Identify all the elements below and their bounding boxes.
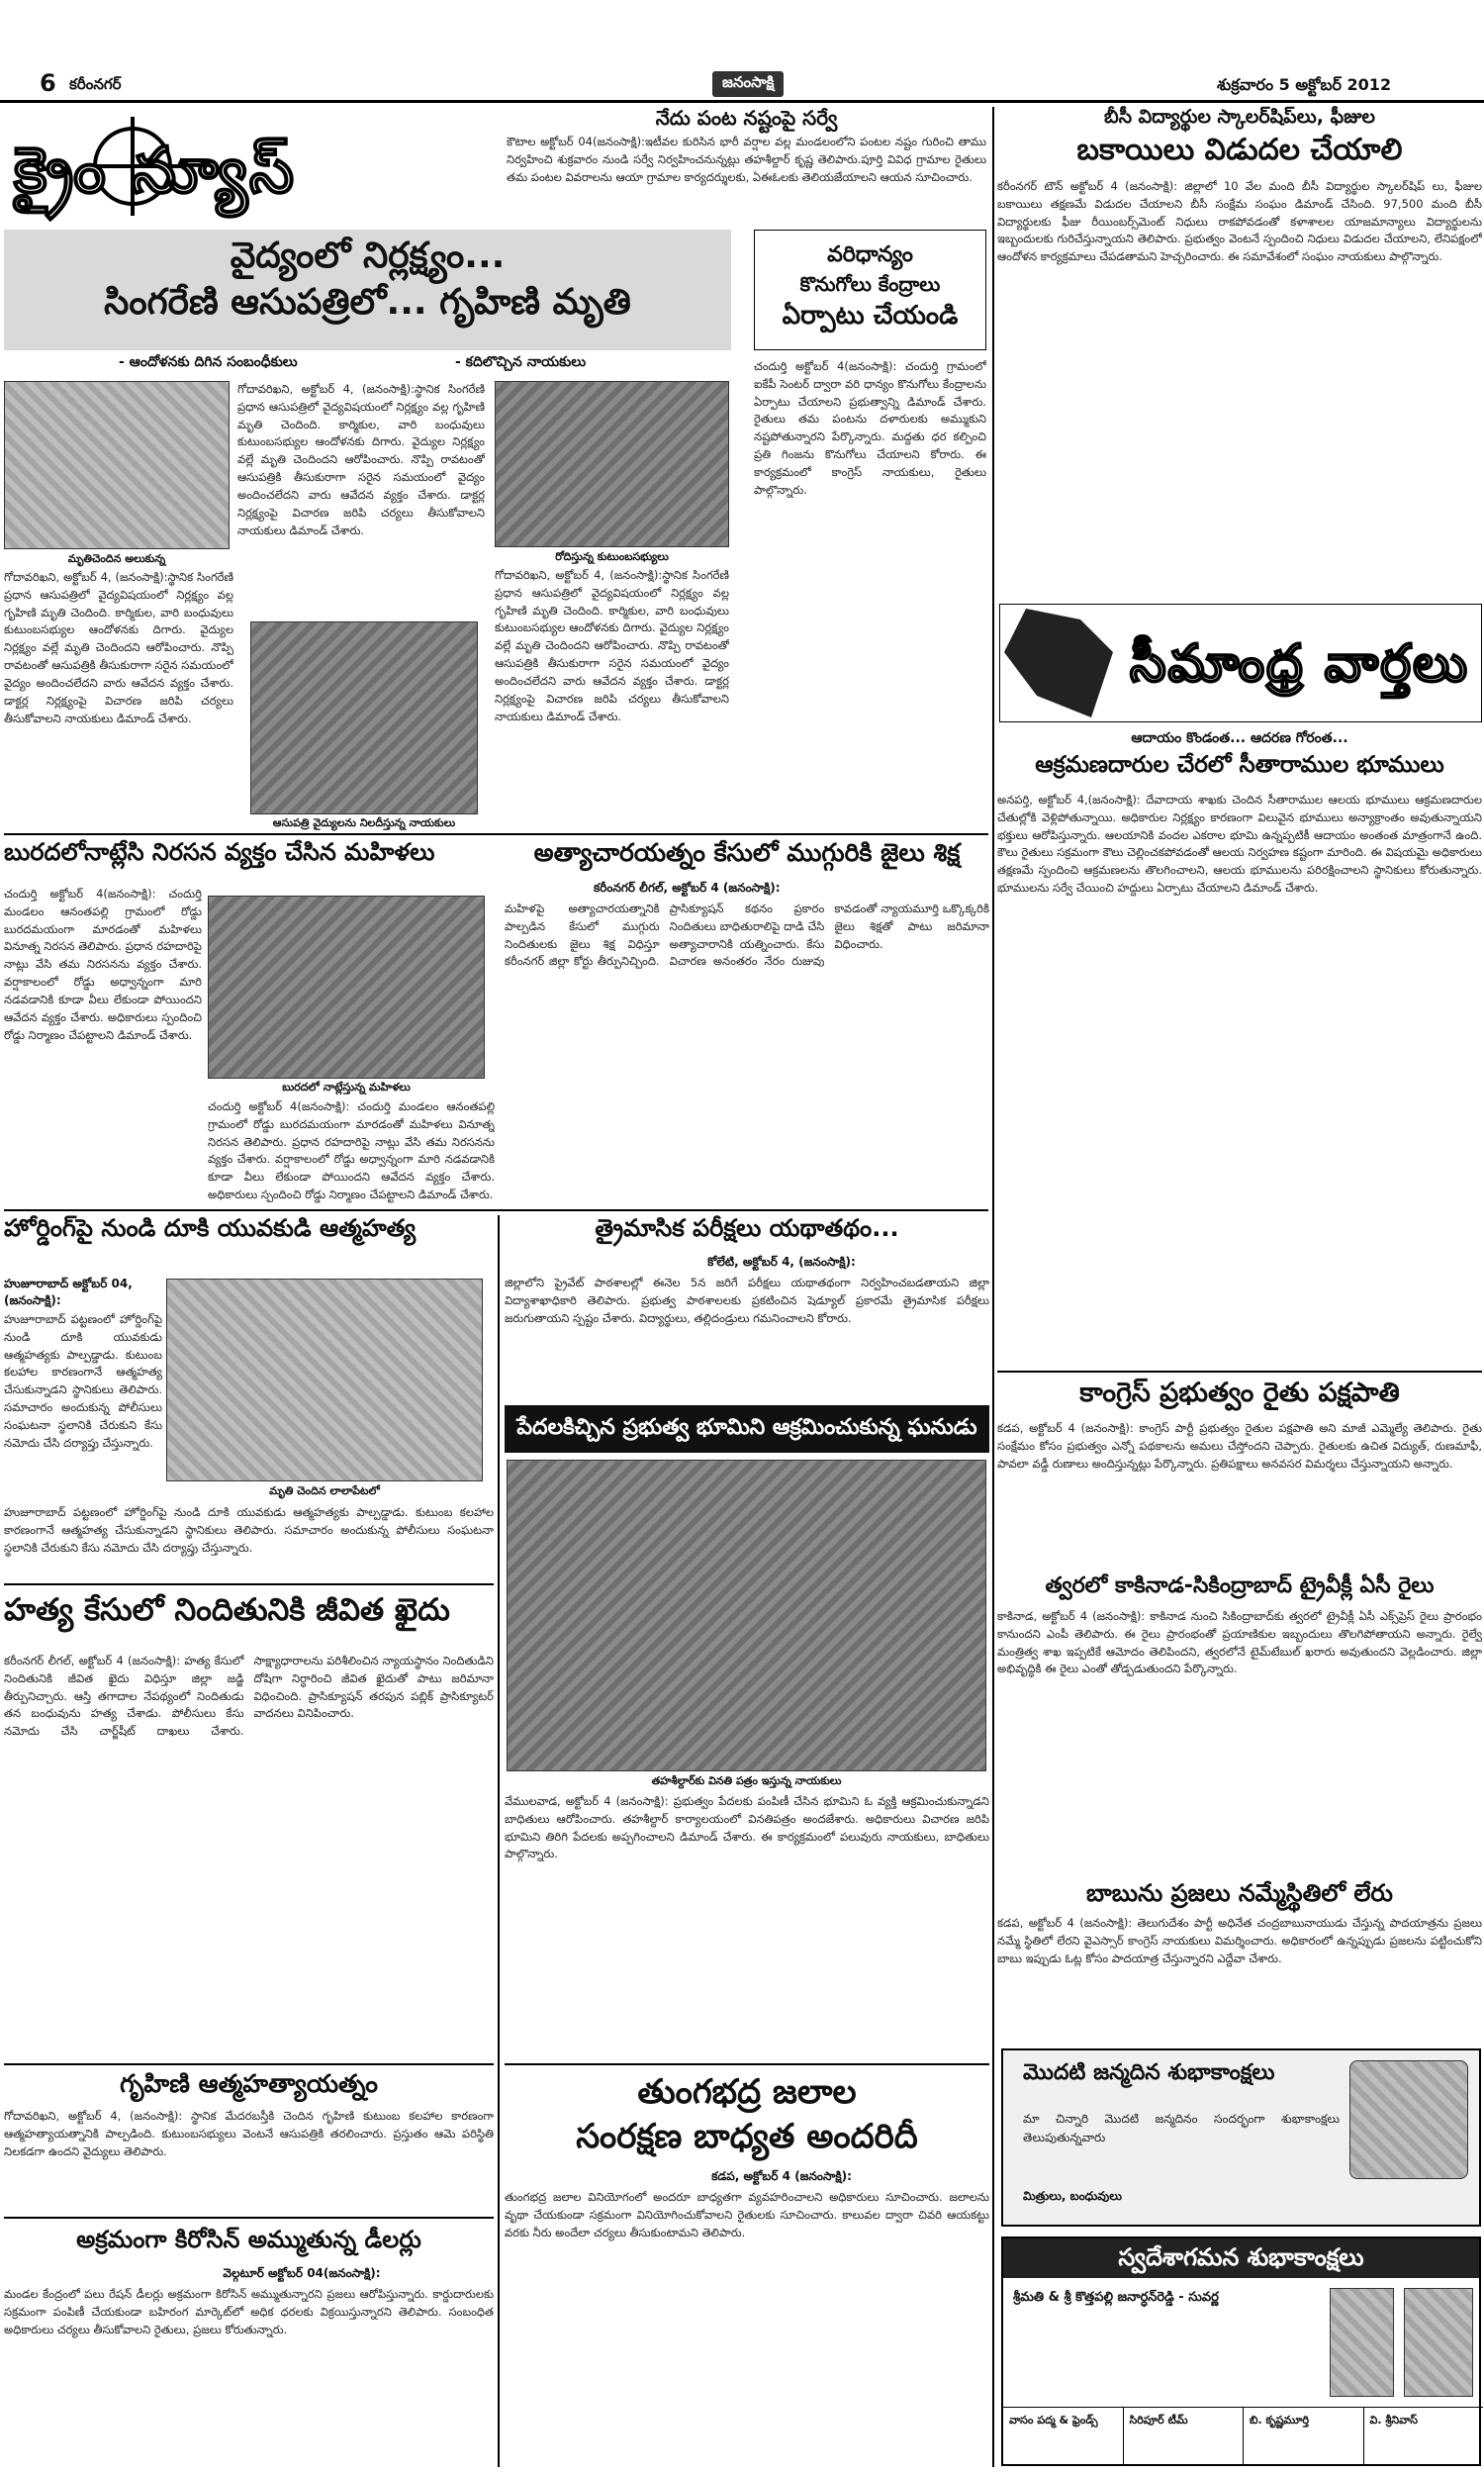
story-hospital-headline2: సింగరేణి ఆసుపత్రిలో... గృహిణి మృతి: [104, 282, 631, 324]
story-hospital-sub1: - ఆందోళనకు దిగిన సంబంధీకులు: [119, 354, 298, 370]
story-land-kicker: ఆదాయం కొండంత... ఆదరణ గోరంత...: [1131, 730, 1348, 746]
ad-birthday: [1001, 2048, 1481, 2227]
column-divider: [498, 1215, 500, 2467]
ad-welcome-wisher: సిరిపూర్ టీమ్: [1124, 2408, 1245, 2466]
ad-welcome-wisher: బి. కృష్ణమూర్తి: [1244, 2408, 1364, 2466]
photo-hoarding: [166, 1279, 483, 1481]
story-rape-headline: అత్యాచారయత్నం కేసులో ముగ్గురికి జైలు శిక్ష: [533, 838, 961, 867]
story-congress-body: కడప, అక్టోబర్ 4 (జనంసాక్షి): కాంగ్రెస్ పార్టీ ప్రభుత్వం రైతుల పక్షపాతి అని మాజీ ఎమ్మెల్యే తెలిపారు. రైతు సంక్షేమం కోసం ప్రభుత్వం ఎన్నో పథకాలను అమలు చేస్తోందని చెప్పారు. రైతులకు ఉచిత విద్యుత్, రుణమాఫీ, పావలా వడ్డీ రుణాలు అందిస్తున్నట్లు పేర్కొన్నారు. ప్రతిపక్షాలు అనవసర విమర్శలు చేస్తున్నాయని అన్నారు.: [997, 1421, 1482, 1471]
story-bc-headline2: బకాయిలు విడుదల చేయాలి: [1076, 133, 1403, 167]
divider: [997, 1371, 1482, 1373]
caption-leaders: ఆసుపత్రి వైద్యులను నిలదీస్తున్న నాయకులు: [250, 816, 478, 832]
ad-birthday-body: మా చిన్నారి మొదటి జన్మదినం సందర్భంగా శుభాకాంక్షలు తెలుపుతున్నవారు: [1023, 2112, 1340, 2144]
page-city: కరీంనగర్: [69, 75, 122, 93]
story-exams-headline: త్రైమాసిక పరీక్షలు యథాతథం...: [595, 1214, 899, 1242]
story-rape-dateline: కరీంనగర్ లీగల్, అక్టోబర్ 4 (జనంసాక్షి):: [594, 881, 781, 895]
ad-birthday-photo: [1349, 2060, 1468, 2179]
story-govtland-body: వేములవాడ, అక్టోబర్ 4 (జనంసాక్షి): ప్రభుత్వం పేదలకు పంపిణీ చేసిన భూమిని ఓ వ్యక్తి ఆక్రమించుకున్నాడని బాధితులు ఆరోపించారు. తహశీల్దార్ కార్యాలయంలో వినతిపత్రం అందజేశారు. అధికారులు విచారణ జరిపి భూమిని తిరిగి పేదలకు అప్పగించాలని డిమాండ్ చేశారు. ఈ కార్యక్రమంలో పలువురు నాయకులు, బాధితులు పాల్గొన్నారు.: [505, 1794, 989, 1861]
story-murder-headline: హత్య కేసులో నిందితునికి జీవిత ఖైదు: [4, 1592, 450, 1628]
story-train-headline: త్వరలో కాకినాడ-సికింద్రాబాద్ ట్రైవీక్లీ ఏసీ రైలు: [1045, 1573, 1435, 1598]
story-kerosene-headline: అక్రమంగా కిరోసిన్ అమ్ముతున్న డీలర్లు: [76, 2226, 421, 2253]
story-govtland-headline-band: [505, 1405, 989, 1453]
story-exams-dateline: కోలేటి, అక్టోబర్ 4, (జనంసాక్షి):: [707, 1255, 856, 1269]
story-hoarding-headline: హోర్డింగ్‌పై నుండి దూకి యువకుడి ఆత్మహత్య: [4, 1214, 417, 1242]
story-babu-body: కడప, అక్టోబర్ 4 (జనంసాక్షి): తెలుగుదేశం పార్టీ అధినేత చంద్రబాబునాయుడు చేస్తున్న పాదయాత్రను ప్రజలు నమ్మే స్థితిలో లేరని వైఎస్సార్ కాంగ్రెస్ నాయకులు విమర్శించారు. అధికారంలో ఉన్నప్పుడు ప్రజలను పట్టించుకోని బాబు ఇప్పుడు ఓట్ల కోసం పాదయాత్ర చేస్తున్నారని ఎద్దేవా చేశారు.: [997, 1916, 1482, 1965]
story-grain-headline2: కొనుగోలు కేంద్రాలు: [799, 272, 941, 297]
story-hospital-body: గోదావరిఖని, అక్టోబర్ 4, (జనంసాక్షి):స్థానిక సింగరేణి ప్రధాన ఆసుపత్రిలో వైద్యవిషయంలో నిర్లక్ష్యం వల్ల గృహిణి మృతి చెందింది. కార్మికుల, వారి బంధువులు కుటుంబసభ్యుల ఆందోళనకు దిగారు. వైద్యుల నిర్లక్ష్యం వల్లే మృతి చెందిందని ఆరోపించారు. నొప్పి రావటంతో ఆసుపత్రికి తీసుకురాగా సరైన సమయంలో వైద్యం అందించలేదని వారు ఆవేదన వ్యక్తం చేశారు. డాక్టర్ల నిర్లక్ష్యంపై విచారణ జరిపి చర్యలు తీసుకోవాలని నాయకులు డిమాండ్ చేశారు.: [4, 570, 233, 725]
story-congress-headline: కాంగ్రెస్ ప్రభుత్వం రైతు పక్షపాతి: [1079, 1378, 1400, 1408]
photo-govtland: [507, 1460, 986, 1771]
ad-birthday-footer: మిత్రులు, బంధువులు: [1023, 2189, 1122, 2203]
ad-welcome-title: స్వదేశాగమన శుభాకాంక్షలు: [1003, 2238, 1479, 2278]
story-survey-headline: నేదు పంట నష్టంపై సర్వే: [655, 106, 838, 130]
divider: [4, 1209, 988, 1211]
story-tungabhadra-dateline: కడప, అక్టోబర్ 4 (జనంసాక్షి):: [711, 2169, 852, 2183]
column-divider: [992, 107, 994, 2467]
story-hoarding-body-cont: హుజూరాబాద్ పట్టణంలో హోర్డింగ్‌పై నుండి దూకి యువకుడు ఆత్మహత్యకు పాల్పడ్డాడు. కుటుంబ కలహాల కారణంగానే ఆత్మహత్య చేసుకున్నాడని స్థానికులు తెలిపారు. సమాచారం అందుకున్న పోలీసులు సంఘటనా స్థలానికి చేరుకుని కేసు నమోదు చేసి దర్యాప్తు చేస్తున్నారు.: [4, 1505, 494, 1555]
story-hospital-headline-band: [4, 230, 731, 350]
ad-welcome-wishers: [1003, 2407, 1483, 2466]
photo-deceased: [4, 381, 230, 549]
story-housewife-headline: గృహిణి ఆత్మహత్యాయత్నం: [120, 2069, 378, 2098]
story-grain-headline-box: [754, 230, 986, 350]
story-hoarding-body: హుజూరాబాద్ పట్టణంలో హోర్డింగ్‌పై నుండి దూకి యువకుడు ఆత్మహత్యకు పాల్పడ్డాడు. కుటుంబ కలహాల కారణంగానే ఆత్మహత్య చేసుకున్నాడని స్థానికులు తెలిపారు. సమాచారం అందుకున్న పోలీసులు సంఘటనా స్థలానికి చేరుకుని కేసు నమోదు చేసి దర్యాప్తు చేస్తున్నారు.: [4, 1312, 162, 1450]
divider: [4, 2063, 494, 2065]
ad-welcome-photo-2: [1404, 2288, 1473, 2397]
story-hospital-sub2: - కదిలొచ్చిన నాయకులు: [455, 354, 587, 370]
newspaper-name: జనంసాక్షి: [712, 71, 784, 97]
story-bc-headline1: బీసీ విద్యార్థుల స్కాలర్‌షిప్‌లు, ఫీజుల: [1104, 106, 1375, 128]
story-women-body: చందుర్తి అక్టోబర్ 4(జనంసాక్షి): చందుర్తి మండలం ఆనంతపల్లి గ్రామంలో రోడ్డు బురదమయంగా మారడంతో మహిళలు వినూత్న నిరసన తెలిపారు. ప్రధాన రహదారిపై నాట్లు వేసి తమ నిరసనను వ్యక్తం చేశారు. వర్షాకాలంలో రోడ్డు అధ్వాన్నంగా మారి నడవడానికి కూడా వీలు లేకుండా పోయిందని ఆవేదన వ్యక్తం చేశారు. అధికారులు స్పందించి రోడ్డు నిర్మాణం చేపట్టాలని డిమాండ్ చేశారు.: [4, 887, 202, 1042]
photo-family: [495, 381, 729, 547]
story-survey-body: కౌటాల అక్టోబర్ 04(జనంసాక్షి):ఇటీవల కురిసిన భారీ వర్షాల వల్ల మండలంలోని పంటల నష్టం గురించి తాము నిర్వహించి శుక్రవారం నుండి సర్వే నిర్వహించనున్నట్లు తహశీల్దార్ కృష్ణ తెలిపారు.పూర్తి వివిధ గ్రామాల రైతులు తమ పంటల వివరాలను ఆయా గ్రామాల కార్యదర్శులకు, ఏఈఓలకు తెలియజేయాలని ఆయన సూచించారు.: [507, 135, 986, 184]
story-govtland-headline: పేదలకిచ్చిన ప్రభుత్వ భూమిని ఆక్రమించుకున్న ఘనుడు: [516, 1415, 977, 1440]
story-kerosene-body: మండల కేంద్రంలో పలు రేషన్ డీలర్లు అక్రమంగా కిరోసిన్ అమ్ముతున్నారని ప్రజలు ఆరోపిస్తున్నారు. కార్డుదారులకు సక్రమంగా పంపిణీ చేయకుండా బహిరంగ మార్కెట్‌లో అధిక ధరలకు విక్రయిస్తున్నారని తెలిపారు. సంబంధిత అధికారులు చర్యలు తీసుకోవాలని రైతులు, ప్రజలు కోరుతున్నారు.: [4, 2287, 494, 2336]
crime-news-logo: [4, 107, 499, 231]
story-tungabhadra-headline1: తుంగభద్ర జలాల: [637, 2072, 857, 2112]
story-hospital-headline1: వైద్యంలో నిర్లక్ష్యం...: [230, 236, 506, 276]
story-train-body: కాకినాడ, అక్టోబర్ 4 (జనంసాక్షి): కాకినాడ నుంచి సికింద్రాబాద్‌కు త్వరలో ట్రైవీక్లీ ఏసీ ఎక్స్‌ప్రెస్ రైలు ప్రారంభం కానుందని ఎంపీ తెలిపారు. ఈ రైలు ప్రారంభంతో ప్రయాణికుల ఇబ్బందులు తొలగిపోతాయని అన్నారు. రైల్వే మంత్రిత్వ శాఖ ఇప్పటికే ఆమోదం తెలిపిందని, త్వరలోనే టైమ్‌టేబుల్ ఖరారు అవుతుందని వెల్లడించారు. జిల్లా అభివృద్ధికి ఈ రైలు ఎంతో తోడ్పడుతుందని పేర్కొన్నారు.: [997, 1609, 1482, 1676]
story-hospital-body-col2: గోదావరిఖని, అక్టోబర్ 4, (జనంసాక్షి):స్థానిక సింగరేణి ప్రధాన ఆసుపత్రిలో వైద్యవిషయంలో నిర్లక్ష్యం వల్ల గృహిణి మృతి చెందింది. కార్మికుల, వారి బంధువులు కుటుంబసభ్యుల ఆందోళనకు దిగారు. వైద్యుల నిర్లక్ష్యం వల్లే మృతి చెందిందని ఆరోపించారు. నొప్పి రావటంతో ఆసుపత్రికి తీసుకురాగా సరైన సమయంలో వైద్యం అందించలేదని వారు ఆవేదన వ్యక్తం చేశారు. డాక్టర్ల నిర్లక్ష్యంపై విచారణ జరిపి చర్యలు తీసుకోవాలని నాయకులు డిమాండ్ చేశారు.: [237, 382, 485, 537]
story-grain-headline1: వరిధాన్యం: [827, 242, 913, 267]
story-women-body-cont: చందుర్తి అక్టోబర్ 4(జనంసాక్షి): చందుర్తి మండలం ఆనంతపల్లి గ్రామంలో రోడ్డు బురదమయంగా మారడంతో మహిళలు వినూత్న నిరసన తెలిపారు. ప్రధాన రహదారిపై నాట్లు వేసి తమ నిరసనను వ్యక్తం చేశారు. వర్షాకాలంలో రోడ్డు అధ్వాన్నంగా మారి నడవడానికి కూడా వీలు లేకుండా పోయిందని ఆవేదన వ్యక్తం చేశారు. అధికారులు స్పందించి రోడ్డు నిర్మాణం చేపట్టాలని డిమాండ్ చేశారు.: [208, 1099, 495, 1202]
divider: [505, 2063, 989, 2065]
story-hospital-body-col3: గోదావరిఖని, అక్టోబర్ 4, (జనంసాక్షి):స్థానిక సింగరేణి ప్రధాన ఆసుపత్రిలో వైద్యవిషయంలో నిర్లక్ష్యం వల్ల గృహిణి మృతి చెందింది. కార్మికుల, వారి బంధువులు కుటుంబసభ్యుల ఆందోళనకు దిగారు. వైద్యుల నిర్లక్ష్యం వల్లే మృతి చెందిందని ఆరోపించారు. నొప్పి రావటంతో ఆసుపత్రికి తీసుకురాగా సరైన సమయంలో వైద్యం అందించలేదని వారు ఆవేదన వ్యక్తం చేశారు. డాక్టర్ల నిర్లక్ష్యంపై విచారణ జరిపి చర్యలు తీసుకోవాలని నాయకులు డిమాండ్ చేశారు.: [495, 568, 729, 723]
story-exams-body: జిల్లాలోని ప్రైవేట్ పాఠశాలల్లో ఈనెల 5న జరిగే పరీక్షలు యథాతథంగా నిర్వహించబడతాయని జిల్లా విద్యాశాఖాధికారి తెలిపారు. ప్రభుత్వ పాఠశాలలకు ప్రకటించిన షెడ్యూల్ ప్రకారమే త్రైమాసిక పరీక్షలు జరుగుతాయని స్పష్టం చేశారు. విద్యార్థులు, తల్లిదండ్రులు గమనించాలని కోరారు.: [505, 1276, 989, 1325]
story-tungabhadra-body: తుంగభద్ర జలాల వినియోగంలో అందరూ బాధ్యతగా వ్యవహరించాలని అధికారులు సూచించారు. జలాలను వృథా చేయకుండా సక్రమంగా వినియోగించుకోవాలని రైతులకు సూచించారు. కాలువల ద్వారా చివరి ఆయకట్టు వరకు నీరు అందేలా చర్యలు తీసుకుంటామని తెలిపారు.: [505, 2190, 989, 2239]
story-rape-body: మహిళపై అత్యాచారయత్నానికి పాల్పడిన కేసులో ముగ్గురు నిందితులకు జైలు శిక్ష విధిస్తూ కరీంనగర్ జిల్లా కోర్టు తీర్పునిచ్చింది. ప్రాసిక్యూషన్ కథనం ప్రకారం నిందితులు బాధితురాలిపై దాడి చేసి అత్యాచారానికి యత్నించారు. కేసు విచారణ అనంతరం నేరం రుజువు కావడంతో న్యాయమూర్తి ఒక్కొక్కరికి జైలు శిక్షతో పాటు జరిమానా విధించారు.: [505, 902, 989, 969]
story-grain-body: చందుర్తి అక్టోబర్ 4(జనంసాక్షి): చందుర్తి గ్రామంలో ఐకేపీ సెంటర్ ద్వారా వరి ధాన్యం కొనుగోలు కేంద్రాలను ఏర్పాటు చేయాలని ప్రభుత్వాన్ని డిమాండ్ చేశారు. రైతులు తమ పంటను దళారులకు అమ్ముకుని నష్టపోతున్నారని పేర్కొన్నారు. మద్దతు ధర కల్పించి ప్రతి గింజను కొనుగోలు చేయాలని కోరారు. ఈ కార్యక్రమంలో కాంగ్రెస్ నాయకులు, రైతులు పాల్గొన్నారు.: [754, 359, 986, 497]
ad-welcome-wisher: వి. శ్రీనివాస్: [1369, 2414, 1419, 2426]
story-bc-body: కరీంనగర్ టౌన్ అక్టోబర్ 4 (జనంసాక్షి): జిల్లాలో 10 వేల మంది బీసీ విద్యార్థుల స్కాలర్‌షిప్‌ లు, ఫీజుల బకాయిలు తక్షణమే విడుదల చేయాలని బీసీ సంక్షేమ సంఘం డిమాండ్ చేసింది. 97,500 మంది బీసీ విద్యార్థులకు ఫీజు రీయింబర్స్‌మెంట్ నిధులు రాకపోవడంతో కళాశాలల యాజమాన్యాలు విద్యార్థులను ఇబ్బందులకు గురిచేస్తున్నాయని తెలిపారు. ప్రభుత్వం వెంటనే స్పందించి నిధులు విడుదల చేయాలని, లేనిపక్షంలో ఆందోళన కార్యక్రమాలు చేపడతామని హెచ్చరించారు. ఈ సమావేశంలో సంఘం నాయకులు పాల్గొన్నారు.: [997, 179, 1482, 264]
caption-hoarding: మృతి చెందిన లాలాపేటలో: [269, 1484, 380, 1497]
caption-women-protest: బురదలో నాట్లేస్తున్న మహిళలు: [282, 1081, 411, 1094]
story-murder-body: కరీంనగర్ లీగల్, అక్టోబర్ 4 (జనంసాక్షి): హత్య కేసులో నిందితునికి జీవిత ఖైదు విధిస్తూ జిల్లా జడ్జి తీర్పునిచ్చారు. ఆస్తి తగాదాల నేపథ్యంలో నిందితుడు తన బంధువును హత్య చేశాడు. పోలీసులు కేసు నమోదు చేసి చార్జ్‌షీట్ దాఖలు చేశారు. సాక్ష్యాధారాలను పరిశీలించిన న్యాయస్థానం నిందితుడిని దోషిగా నిర్ధారించి జీవిత ఖైదుతో పాటు జరిమానా విధించింది. ప్రాసిక్యూషన్ తరపున పబ్లిక్ ప్రాసిక్యూటర్ వాదనలు వినిపించారు.: [4, 1654, 494, 1739]
story-housewife-body: గోదావరిఖని, అక్టోబర్ 4, (జనంసాక్షి): స్థానిక మేదరబస్తీకి చెందిన గృహిణి కుటుంబ కలహాల కారణంగా ఆత్మహత్యాయత్నానికి పాల్పడింది. కుటుంబసభ్యులు వెంటనే ఆసుపత్రికి తరలించారు. ప్రస్తుతం ఆమె పరిస్థితి నిలకడగా ఉందని వైద్యులు తెలిపారు.: [4, 2109, 494, 2158]
story-land-headline: ఆక్రమణదారుల చేరలో సీతారాముల భూములు: [1035, 752, 1444, 778]
story-hoarding-dateline: హుజూరాబాద్ అక్టోబర్ 04, (జనంసాక్షి):: [4, 1277, 133, 1307]
story-kerosene-dateline: వెల్గటూర్ అక్టోబర్ 04(జనంసాక్షి):: [223, 2266, 381, 2280]
crime-logo-text: క్రైం న్యూస్: [14, 135, 296, 208]
story-grain-headline3: ఏర్పాటు చేయండి: [782, 301, 959, 332]
ad-welcome-name: శ్రీమతి & శ్రీ కొత్తపల్లి జనార్ధన్‌రెడ్డి - సువర్ణ: [1013, 2290, 1219, 2305]
story-babu-headline: బాబును ప్రజలు నమ్మేస్థితిలో లేరు: [1086, 1879, 1393, 1907]
photo-women-protest: [208, 896, 485, 1079]
page-number: 6: [40, 69, 56, 97]
seemandhra-logo-text: సీమాంధ్ర వార్తలు: [1129, 634, 1469, 694]
story-tungabhadra-headline2: సంరక్షణ బాధ్యత అందరిదీ: [576, 2117, 918, 2156]
ad-welcome-wisher: వాసం పద్మ & ఫ్రెండ్స్: [1003, 2408, 1124, 2466]
ad-welcome: [1001, 2236, 1481, 2466]
photo-leaders: [250, 621, 478, 814]
seemandhra-logo-box: [999, 604, 1482, 722]
story-women-headline: బురదలోనాట్లేసి నిరసన వ్యక్తం చేసిన మహిళలు: [4, 838, 435, 866]
divider: [4, 833, 988, 835]
divider: [4, 2217, 494, 2219]
ad-welcome-photo-1: [1330, 2288, 1394, 2397]
story-land-body: అనపర్తి, అక్టోబర్ 4,(జనంసాక్షి): దేవాదాయ శాఖకు చెందిన సీతారాముల ఆలయ భూములు ఆక్రమణదారుల చేతుల్లోకి వెళ్లిపోతున్నాయి. అధికారుల నిర్లక్ష్యం కారణంగా విలువైన భూములు అన్యాక్రాంతం అవుతున్నాయని భక్తులు ఆరోపిస్తున్నారు. ఆలయానికి వందల ఎకరాల భూమి ఉన్నప్పటికీ ఆదాయం అంతంత మాత్రంగానే ఉంది. కౌలు రైతులు సక్రమంగా కౌలు చెల్లించకపోవడంతో ఆలయ నిర్వహణ కష్టంగా మారింది. ఈ విషయమై అధికారులు తక్షణమే స్పందించి ఆక్రమణలను తొలగించాలని, ఆలయ భూములను పరిరక్షించాలని స్థానికులు కోరుతున్నారు. భూములను సర్వే చేయించి హద్దులు ఏర్పాటు చేయాలని డిమాండ్ చేశారు.: [997, 793, 1482, 896]
caption-deceased: మృతిచెందిన అలుకున్న: [67, 552, 166, 565]
divider: [4, 1583, 494, 1585]
caption-govtland: తహశీల్దార్‌కు వినతి పత్రం ఇస్తున్న నాయకులు: [651, 1774, 842, 1787]
caption-family: రోదిస్తున్న కుటుంబసభ్యులు: [555, 550, 669, 563]
edition-date: శుక్రవారం 5 అక్టోబర్ 2012: [1217, 75, 1392, 94]
story-survey: [507, 107, 986, 226]
ad-birthday-title: మొదటి జన్మదిన శుభాకాంక్షలు: [1023, 2060, 1275, 2085]
state-map-icon: [1004, 609, 1113, 717]
